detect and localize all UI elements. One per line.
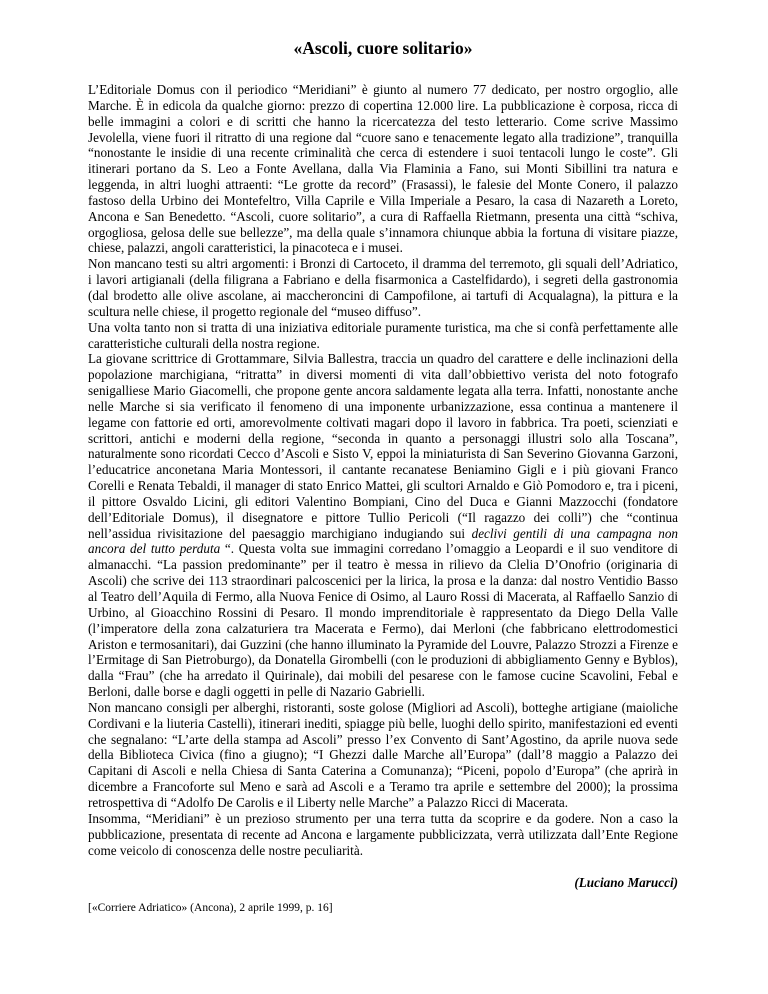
author-signature: (Luciano Marucci) xyxy=(574,875,678,891)
paragraph-conclusion: Insomma, “Meridiani” è un prezioso strumento per una terra tutta da scoprire e da godere. Non a caso la pubblicazione, presentata di recente ad Ancona e largamente pubblicizzata, verrà utilizzata dall’Ente Regione come veicolo di conoscenza delle nostre peculiarità. xyxy=(88,810,678,858)
document-page xyxy=(88,38,678,915)
paragraph-personalities-part-1: La giovane scrittrice di Grottammare, Silvia Ballestra, traccia un quadro del carattere e delle inclinazioni della popolazione marchigiana, “ritratta” in diversi momenti di vita dall’obbiettivo verista del noto fotografo senigalliese Mario Giacomelli, che propone gente ancora saldamente legata alla terra. Infatti, nonostante anche nelle Marche si sia verificato il fenomeno di una imponente urbanizzazione, essa continua a mantenere il legame con fattorie ed orti, amorevolmente coltivati magari dopo il lavoro in fabbrica. Tra poeti, scienziati e scrittori, antichi e moderni della regione, “seconda in quanto a personaggi illustri solo alla Toscana”, naturalmente sono ricordati Cecco d’Ascoli e Sisto V, eppoi la miniaturista di San Severino Giovanna Garzoni, l’educatrice anconetana Maria Montessori, il cantante recanatese Beniamino Gigli e i più giovani Franco Corelli e Renata Tebaldi, il manager di stato Enrico Mattei, gli scultori Arnaldo e Giò Pomodoro e, tra i piceni, il pittore Osvaldo Licini, gli editori Valentino Bompiani, Cino del Duca e Gianni Mazzocchi (fondatore dell’Editoriale Domus), il disegnatore e pittore Tullio Pericoli (“Il ragazzo dei colli”) che “continua nell’assidua rivisitazione del paesaggio marchigiano indugiando sui xyxy=(88,351,678,541)
article-body xyxy=(88,82,678,858)
paragraph-editorial-note: Una volta tanto non si tratta di una iniziativa editoriale puramente turistica, ma che si confà perfettamente alle caratteristiche culturali della nostra regione. xyxy=(88,319,678,351)
paragraph-personalities xyxy=(88,351,678,700)
paragraph-intro: L’Editoriale Domus con il periodico “Meridiani” è giunto al numero 77 dedicato, per nostro orgoglio, alle Marche. È in edicola da qualche giorno: prezzo di copertina 12.000 lire. La pubblicazione è corposa, ricca di belle immagini a colori e di scritti che hanno la ricercatezza del testo letterario. Come scrive Massimo Jevolella, viene fuori il ritratto di una regione dal “cuore sano e tenacemente legato alla tradizione”, tranquilla “nonostante le insidie di una recente criminalità che cerca di estendere i suoi tentacoli lungo le coste”. Gli itinerari portano da S. Leo a Fonte Avellana, dalla Via Flaminia a Fano, sui Monti Sibillini tra natura e leggenda, in altri luoghi attraenti: “Le grotte da record” (Frasassi), le falesie del Monte Conero, il palazzo fastoso della Urbino dei Montefeltro, Villa Caprile e Villa Imperiale a Pesaro, la casa di Nazareth a Loreto, Ancona e San Benedetto. “Ascoli, cuore solitario”, a cura di Raffaella Rietmann, presenta una città “schiva, orgogliosa, gelosa delle sue bellezze”, ma della quale s’innamora chiunque abbia la fortuna di visitare piazze, chiese, palazzi, angoli caratteristici, la pinacoteca e i musei. xyxy=(88,82,678,256)
article-title: «Ascoli, cuore solitario» xyxy=(293,38,473,58)
paragraph-personalities-part-2: “. Questa volta sue immagini corredano l’omaggio a Leopardi e il suo venditore di almanacchi. “La passion predominante” per il teatro è messa in rilievo da Clelia D’Onofrio (originaria di Ascoli) che scrive dei 113 straordinari palcoscenici per la lirica, la prosa e la danza: dal nostro Ventidio Basso al Teatro dell’Aquila di Fermo, alla Nuova Fenice di Osimo, al Lauro Rossi di Macerata, al Raffaello Sanzio di Urbino, al Gioacchino Rossini di Pesaro. Il mondo imprenditoriale è rappresentato da Diego Della Valle (l’imperatore della zona calzaturiera tra Macerata e Fermo), dai Merloni (che fabbricano elettrodomestici Ariston e termosanitari), dai Guzzini (che hanno illuminato la Pyramide del Louvre, Palazzo Strozzi a Firenze e l’Ermitage di San Pietroburgo), da Donatella Girombelli (con le produzioni di abbigliamento Genny e Byblos), dalla “Frau” (che ha arredato il Quirinale), dai mobili del pesarese con le famose cucine Scavolini, Febal e Berloni, dalle borse e dagli oggetti in pelle di Nazario Gabrielli. xyxy=(88,541,678,700)
quote-emphasis: declivi gentili di una campagna non ancora del tutto perduta xyxy=(88,525,679,557)
paragraph-topics: Non mancano testi su altri argomenti: i Bronzi di Cartoceto, il dramma del terremoto, gli squali dell’Adriatico, i lavori artigianali (della filigrana a Fabriano e della fisarmonica a Castelfidardo), i segreti della gastronomia (dal brodetto alle olive ascolane, ai maccheroncini di Campofilone, ai tartufi di Acqualagna), la pittura e la scultura nelle chiese, il progetto regionale del “museo diffuso”. xyxy=(88,256,678,319)
paragraph-tips: Non mancano consigli per alberghi, ristoranti, soste golose (Migliori ad Ascoli), botteghe artigiane (maioliche Cordivani e la liuteria Castelli), itinerari inediti, spiagge più belle, luoghi dello spirito, manifestazioni ed eventi che segnalano: “L’arte della stampa ad Ascoli” presso l’ex Convento di Sant’Agostino, da aprile nuova sede della Biblioteca Civica (fino a giugno); “I Ghezzi dalle Marche all’Europa” (dall’8 maggio a Palazzo dei Capitani di Ascoli e nella Chiesa di Santa Caterina a Comunanza); “Piceni, popolo d’Europa” (che aprirà in dicembre a Francoforte sul Meno e sarà ad Ascoli e a Teramo tra aprile e settembre del 2000); la prossima retrospettiva di “Adolfo De Carolis e il Liberty nelle Marche” a Palazzo Ricci di Macerata. xyxy=(88,699,678,810)
source-citation: [«Corriere Adriatico» (Ancona), 2 aprile 1999, p. 16] xyxy=(88,902,333,915)
